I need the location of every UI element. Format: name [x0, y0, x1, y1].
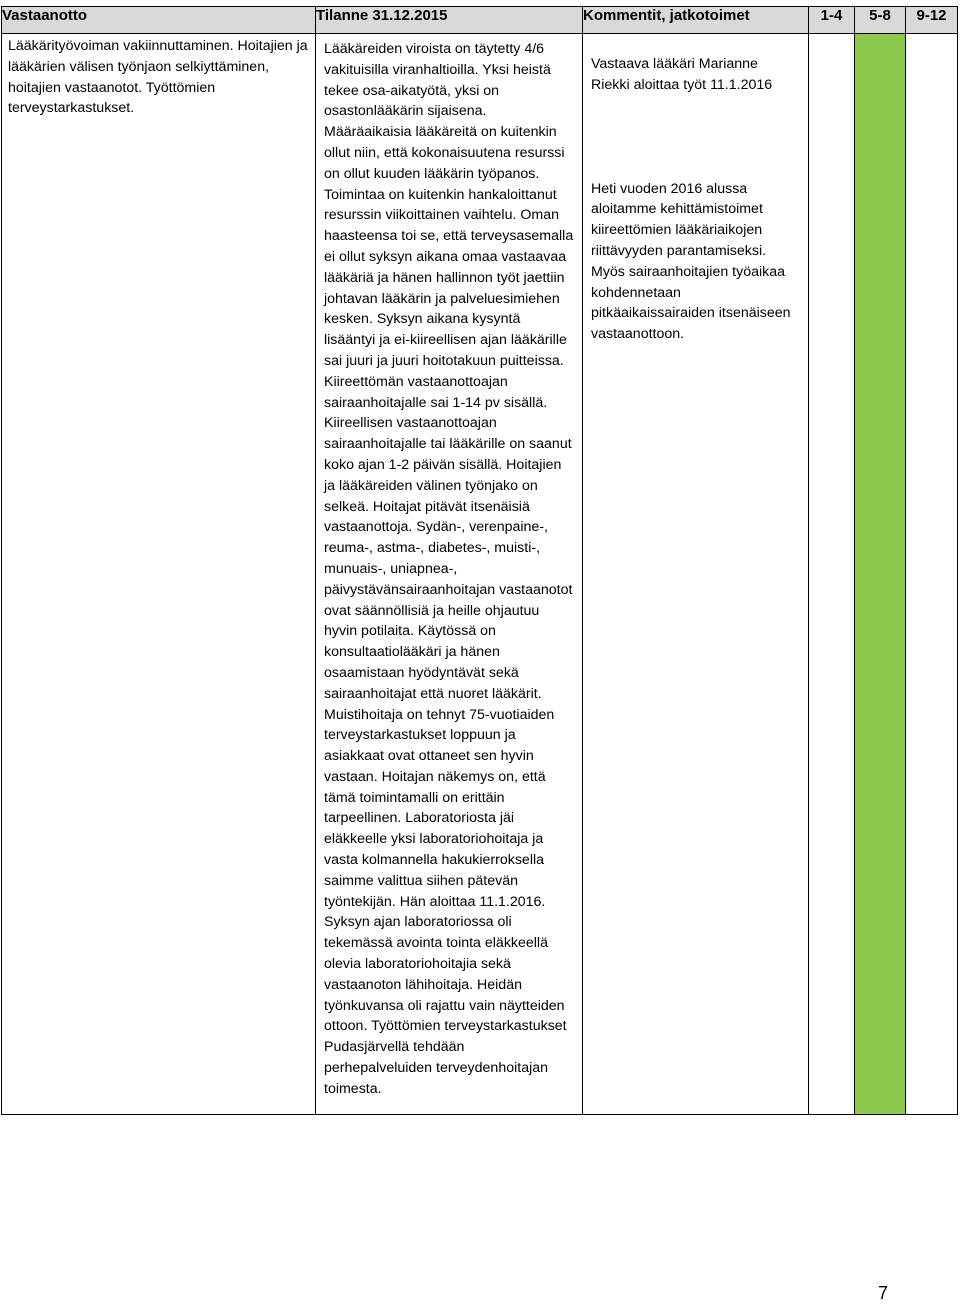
table-row	[2, 34, 958, 1115]
status-text: Lääkäreiden viroista on täytetty 4/6 vakituisilla viranhaltioilla. Yksi heistä tekee osa-aikatyötä, yksi on osastonlääkärin sijaisena. Määräaikaisia lääkäreitä on kuitenkin ollut niin, että kokonaisuutena resurssi on ollut kuuden lääkärin työpanos. Toimintaa on kuitenkin hankaloittanut resurssin viikoittainen vaihtelu. Oman haasteensa toi se, että terveysasemalla ei ollut syksyn aikana omaa vastaavaa lääkäriä ja hänen hallinnon työt jaettiin johtavan lääkärin ja palveluesimiehen kesken. Syksyn aikana kysyntä lisääntyi ja ei-kiireellisen ajan lääkärille sai juuri ja juuri hoitotakuun puitteissa. Kiireettömän vastaanottoajan sairaanhoitajalle sai 1-14 pv sisällä. Kiireellisen vastaanottoajan sairaanhoitajalle tai lääkärille on saanut koko ajan 1-2 päivän sisällä. Hoitajien ja lääkäreiden välinen työnjako on selkeä. Hoitajat pitävät itsenäisiä vastaanottoja. Sydän-, verenpaine-, reuma-, astma-, diabetes-, muisti-, munuais-, uniapnea-, päivystävänsairaanhoitajan vastaanotot ovat säännöllisiä ja heille ohjautuu hyvin potilaita. Käytössä on konsultaatiolääkäri ja hänen osaamistaan hyödyntävät sekä sairaanhoitajat että nuoret lääkärit. Muistihoitaja on tehnyt 75-vuotiaiden terveystarkastukset loppuun ja asiakkaat ovat ottaneet sen hyvin vastaan. Hoitajan näkemys on, että tämä toimintamalli on erittäin tarpeellinen. Laboratoriosta jäi eläkkeelle yksi laboratoriohoitaja ja vasta kolmannella hakukierroksella saimme valittua siihen pätevän työntekijän. Hän aloittaa 11.1.2016. Syksyn ajan laboratoriossa oli tekemässä avointa tointa eläkkeellä olevia laboratoriohoitajia sekä vastaanoton lähihoitaja. Heidän työnkuvansa oli rajattu vain näytteiden ottoon. Työttömien terveystarkastukset Pudasjärvellä tehdään perhepalveluiden terveydenhoitajan toimesta.	[324, 41, 574, 1097]
table-header-row	[2, 7, 958, 34]
header-quarter-5-8: 5-8	[855, 7, 906, 34]
quarter-9-12-status-cell	[906, 34, 958, 1115]
header-reception: Vastaanotto	[2, 7, 316, 34]
header-status: Tilanne 31.12.2015	[316, 7, 583, 34]
header-comments: Kommentit, jatkotoimet	[583, 7, 809, 34]
comment-paragraph-2: Heti vuoden 2016 alussa aloitamme kehittämistoimet kiireettömien lääkäriaikojen riittävyyden parantamiseksi. Myös sairaanhoitajien työaikaa kohdennetaan pitkäaikaissairaiden itsenäiseen vastaanottoon.	[591, 180, 791, 343]
topic-text: Lääkärityövoiman vakiinnuttaminen. Hoitajien ja lääkärien välisen työnjaon selkiyttäminen, hoitajien vastaanotot. Työttömien terveystarkastukset.	[8, 38, 308, 117]
topic-cell	[2, 34, 316, 1115]
comment-paragraph-1: Vastaava lääkäri Marianne Riekki aloittaa työt 11.1.2016	[591, 56, 773, 93]
quarter-5-8-status-cell	[855, 34, 906, 1115]
status-cell	[316, 34, 583, 1115]
status-table	[1, 6, 958, 1115]
header-quarter-9-12: 9-12	[906, 7, 958, 34]
quarter-1-4-status-cell	[809, 34, 855, 1115]
header-quarter-1-4: 1-4	[809, 7, 855, 34]
comment-cell	[583, 34, 809, 1115]
page-number: 7	[877, 1283, 888, 1303]
